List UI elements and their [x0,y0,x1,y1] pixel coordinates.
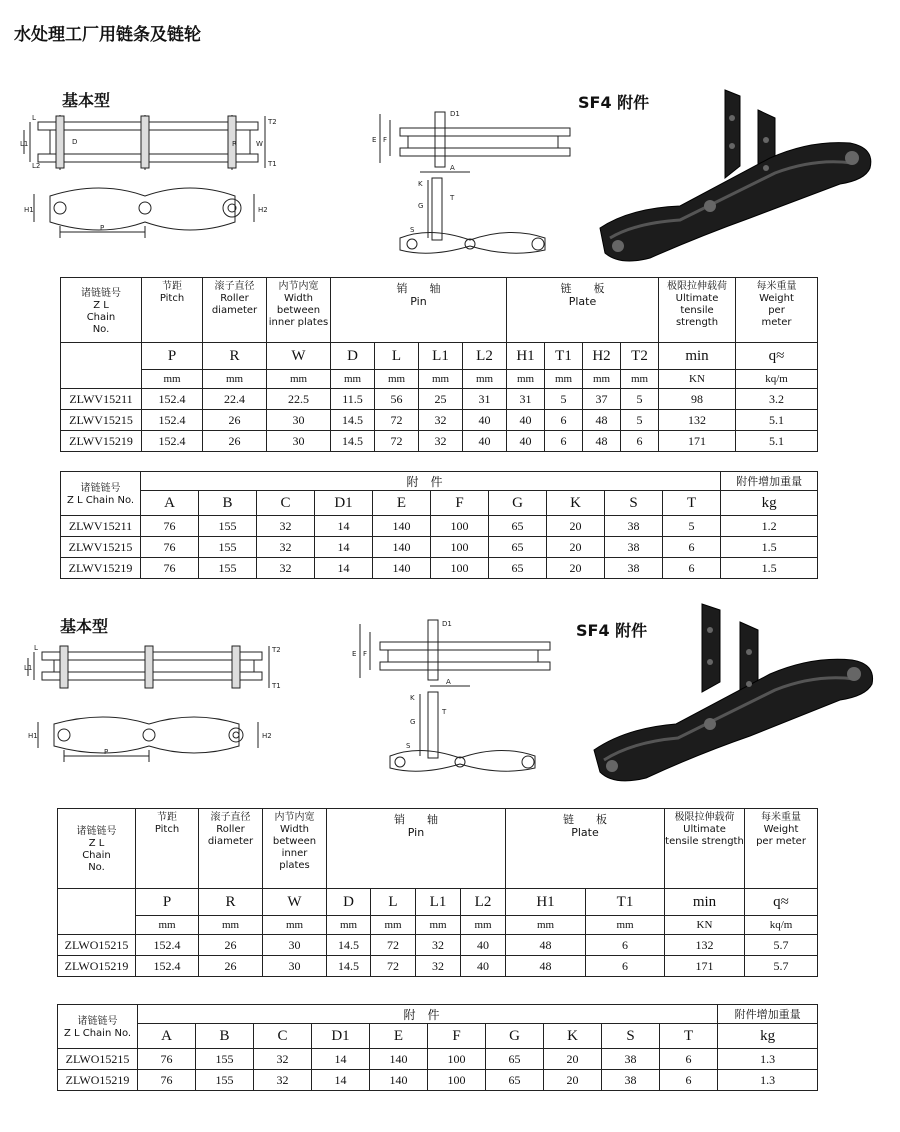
table-cell: 155 [199,558,257,579]
section-1-label: 基本型 [62,91,111,110]
table-cell: 48 [583,431,621,452]
table-cell: 32 [416,956,461,977]
table-cell: 40 [507,431,545,452]
table-cell: 76 [138,1049,196,1070]
label-L2: L2 [32,162,41,170]
symbol-row-2: P R W D L L1 L2 H1 T1 min q≈ [58,889,818,916]
unit-row: mm mm mm mm mm mm mm mm mm mm mm KN kq/m [61,370,818,389]
table-cell: 155 [199,537,257,558]
attachment-chain-illustration [590,88,880,268]
svg-text:P: P [104,748,109,756]
table-cell: 14.5 [331,431,375,452]
label-D: D [72,138,78,146]
table-cell: 5.7 [745,956,818,977]
table-cell: 72 [371,956,416,977]
chain-plan-drawing-2 [24,640,284,780]
att2-header-model: 诸链链号 Z L Chain No. [58,1005,138,1049]
label-H1: H1 [24,206,34,214]
table-cell: 132 [659,410,736,431]
label-S: S [410,226,415,234]
table-cell: 100 [431,558,489,579]
table-row [61,431,818,452]
table-cell: 76 [141,516,199,537]
header2-strength: 极限拉伸载荷 Ultimate tensile strength [665,809,745,889]
label-T: T [450,194,455,202]
table-cell: 14.5 [327,956,371,977]
chain-model-cell: ZLWV15211 [61,516,141,537]
table-cell: 155 [196,1049,254,1070]
svg-text:L: L [34,644,38,652]
attachment-chain-illustration-2 [590,600,880,790]
table-row [58,1070,818,1091]
att-table-2 [57,1004,818,1091]
svg-text:A: A [446,678,451,686]
attachment-drawing-2 [350,616,550,776]
svg-text:K: K [410,694,415,702]
table-row [61,537,818,558]
table-cell: 38 [602,1070,660,1091]
label-G: G [418,202,424,210]
label-R: R [232,140,237,148]
table-row [61,516,818,537]
symbol-row: P R W D L L1 L2 H1 T1 H2 T2 min q≈ [61,343,818,370]
table-cell: 14 [315,558,373,579]
spec-table-2 [57,808,818,977]
table-cell: 100 [431,537,489,558]
header-pitch: 节距 Pitch [142,278,203,343]
svg-text:T1: T1 [272,682,281,690]
chain-plan-drawing [20,110,280,250]
table-cell: 20 [547,537,605,558]
table-row [61,410,818,431]
table-cell: 48 [583,410,621,431]
table-cell: 98 [659,389,736,410]
label-T1: T1 [268,160,277,168]
svg-text:L1: L1 [24,664,33,672]
table-cell: 65 [489,558,547,579]
table-cell: 152.4 [142,410,203,431]
header2-model: 诸链链号 Z L Chain No. [58,809,136,889]
table-cell: 3.2 [736,389,818,410]
table-cell: 40 [463,410,507,431]
table-cell: 30 [267,431,331,452]
table-cell: 32 [257,558,315,579]
header-strength: 极限拉伸载荷 Ultimate tensile strength [659,278,736,343]
table-cell: 171 [665,956,745,977]
label-F: F [383,136,388,144]
table-cell: 152.4 [142,431,203,452]
svg-text:E: E [352,650,357,658]
att-table-1 [60,471,818,579]
table-cell: 20 [547,558,605,579]
table-cell: 6 [663,537,721,558]
header-model: 诸链链号 Z L Chain No. [61,278,142,343]
table-cell: 14 [312,1070,370,1091]
table-cell: 5.7 [745,935,818,956]
table-cell: 32 [257,537,315,558]
header2-pin: 销 轴 Pin [327,809,506,889]
table-cell: 152.4 [136,956,199,977]
table-cell: 72 [375,431,419,452]
table-cell: 6 [545,431,583,452]
label-L: L [32,114,36,122]
table-cell: 40 [463,431,507,452]
table-cell: 20 [544,1070,602,1091]
section-2-label: 基本型 [60,617,109,636]
table-cell: 5.1 [736,431,818,452]
att2-symbol-row: A B C D1 E F G K S T kg [58,1024,818,1049]
table-cell: 1.2 [721,516,818,537]
header-roller: 滚子直径 Roller diameter [203,278,267,343]
label-H2: H2 [258,206,268,214]
chain-model-cell: ZLWO15219 [58,1070,138,1091]
table-cell: 1.5 [721,537,818,558]
table-cell: 132 [665,935,745,956]
chain-model-cell: ZLWO15219 [58,956,136,977]
svg-text:G: G [410,718,416,726]
spec-table-1 [60,277,818,452]
table-cell: 5 [621,410,659,431]
chain-model-cell: ZLWV15215 [61,537,141,558]
header2-roller: 滚子直径 Roller diameter [199,809,263,889]
section-2-attachment-label: SF4 附件 [576,621,648,640]
chain-model-cell: ZLWV15215 [61,410,142,431]
table-row [58,935,818,956]
svg-text:T: T [442,708,447,716]
page-title: 水处理工厂用链条及链轮 [14,25,201,45]
table-cell: 30 [263,935,327,956]
label-T2: T2 [268,118,277,126]
header2-plate: 链 板 Plate [506,809,665,889]
table-cell: 32 [254,1070,312,1091]
table-cell: 37 [583,389,621,410]
table-cell: 40 [461,935,506,956]
svg-text:S: S [406,742,411,750]
table-cell: 140 [373,558,431,579]
table-cell: 171 [659,431,736,452]
table-cell: 65 [489,516,547,537]
table-cell: 14 [315,537,373,558]
table-cell: 14 [312,1049,370,1070]
table-cell: 32 [419,431,463,452]
table-cell: 140 [370,1070,428,1091]
table-cell: 6 [660,1049,718,1070]
label-P: P [100,224,105,232]
table-cell: 76 [141,558,199,579]
table-cell: 6 [586,956,665,977]
chain-model-cell: ZLWV15219 [61,558,141,579]
table-cell: 48 [506,935,586,956]
table-row [58,1049,818,1070]
label-D1: D1 [450,110,460,118]
table-cell: 11.5 [331,389,375,410]
table-cell: 26 [199,956,263,977]
svg-text:H2: H2 [262,732,272,740]
svg-text:F: F [363,650,368,658]
att2-header-group: 附件 [138,1005,718,1024]
table-cell: 6 [663,558,721,579]
table-cell: 31 [463,389,507,410]
att-header-model: 诸链链号 Z L Chain No. [61,472,141,516]
table-cell: 6 [660,1070,718,1091]
table-cell: 48 [506,956,586,977]
table-cell: 100 [428,1070,486,1091]
table-cell: 38 [602,1049,660,1070]
table-cell: 14.5 [327,935,371,956]
table-cell: 56 [375,389,419,410]
table-row [61,389,818,410]
header2-width: 内节内宽 Width between inner plates [263,809,327,889]
svg-text:D1: D1 [442,620,452,628]
table-cell: 6 [621,431,659,452]
table-cell: 32 [416,935,461,956]
table-cell: 20 [547,516,605,537]
table-cell: 1.3 [718,1049,818,1070]
chain-model-cell: ZLWV15219 [61,431,142,452]
table-cell: 25 [419,389,463,410]
table-cell: 152.4 [142,389,203,410]
table-cell: 1.3 [718,1070,818,1091]
table-cell: 20 [544,1049,602,1070]
table-cell: 32 [419,410,463,431]
chain-model-cell: ZLWV15211 [61,389,142,410]
table-cell: 38 [605,558,663,579]
table-cell: 5 [545,389,583,410]
section-1-attachment-label: SF4 附件 [578,93,650,112]
label-W: W [256,140,263,148]
table-cell: 6 [586,935,665,956]
table-cell: 155 [196,1070,254,1091]
table-cell: 100 [428,1049,486,1070]
table-cell: 22.5 [267,389,331,410]
att-header-group: 附件 [141,472,721,491]
table-cell: 26 [199,935,263,956]
header-width: 内节内宽 Width between inner plates [267,278,331,343]
table-cell: 72 [371,935,416,956]
label-L1: L1 [20,140,29,148]
table-cell: 32 [254,1049,312,1070]
att-symbol-row: A B C D1 E F G K S T kg [61,491,818,516]
table-cell: 26 [203,410,267,431]
header-pin: 销 轴 Pin [331,278,507,343]
table-cell: 76 [138,1070,196,1091]
table-cell: 32 [257,516,315,537]
table-cell: 31 [507,389,545,410]
table-cell: 14.5 [331,410,375,431]
label-K: K [418,180,423,188]
table-cell: 65 [486,1070,544,1091]
table-cell: 100 [431,516,489,537]
table-cell: 6 [545,410,583,431]
header-weight: 每米重量 Weight per meter [736,278,818,343]
table-cell: 14 [315,516,373,537]
table-cell: 30 [267,410,331,431]
table-cell: 155 [199,516,257,537]
table-cell: 30 [263,956,327,977]
att2-header-add-weight: 附件增加重量 [718,1005,818,1024]
table-cell: 140 [373,537,431,558]
label-E: E [372,136,377,144]
table-cell: 38 [605,516,663,537]
table-cell: 140 [370,1049,428,1070]
table-cell: 65 [489,537,547,558]
table-cell: 40 [507,410,545,431]
label-A: A [450,164,455,172]
table-cell: 5.1 [736,410,818,431]
svg-text:H1: H1 [28,732,38,740]
attachment-drawing [370,108,570,258]
table-cell: 65 [486,1049,544,1070]
table-cell: 22.4 [203,389,267,410]
chain-model-cell: ZLWO15215 [58,1049,138,1070]
table-cell: 5 [663,516,721,537]
table-cell: 1.5 [721,558,818,579]
header2-pitch: 节距 Pitch [136,809,199,889]
header2-weight: 每米重量 Weight per meter [745,809,818,889]
svg-text:T2: T2 [272,646,281,654]
table-row [61,558,818,579]
table-cell: 5 [621,389,659,410]
table-row [58,956,818,977]
table-cell: 72 [375,410,419,431]
att-header-add-weight: 附件增加重量 [721,472,818,491]
table-cell: 26 [203,431,267,452]
table-cell: 76 [141,537,199,558]
table-cell: 152.4 [136,935,199,956]
header-plate: 链 板 Plate [507,278,659,343]
chain-model-cell: ZLWO15215 [58,935,136,956]
table-cell: 40 [461,956,506,977]
table-cell: 38 [605,537,663,558]
table-cell: 140 [373,516,431,537]
unit-row-2: mm mm mm mm mm mm mm mm mm KN kq/m [58,916,818,935]
